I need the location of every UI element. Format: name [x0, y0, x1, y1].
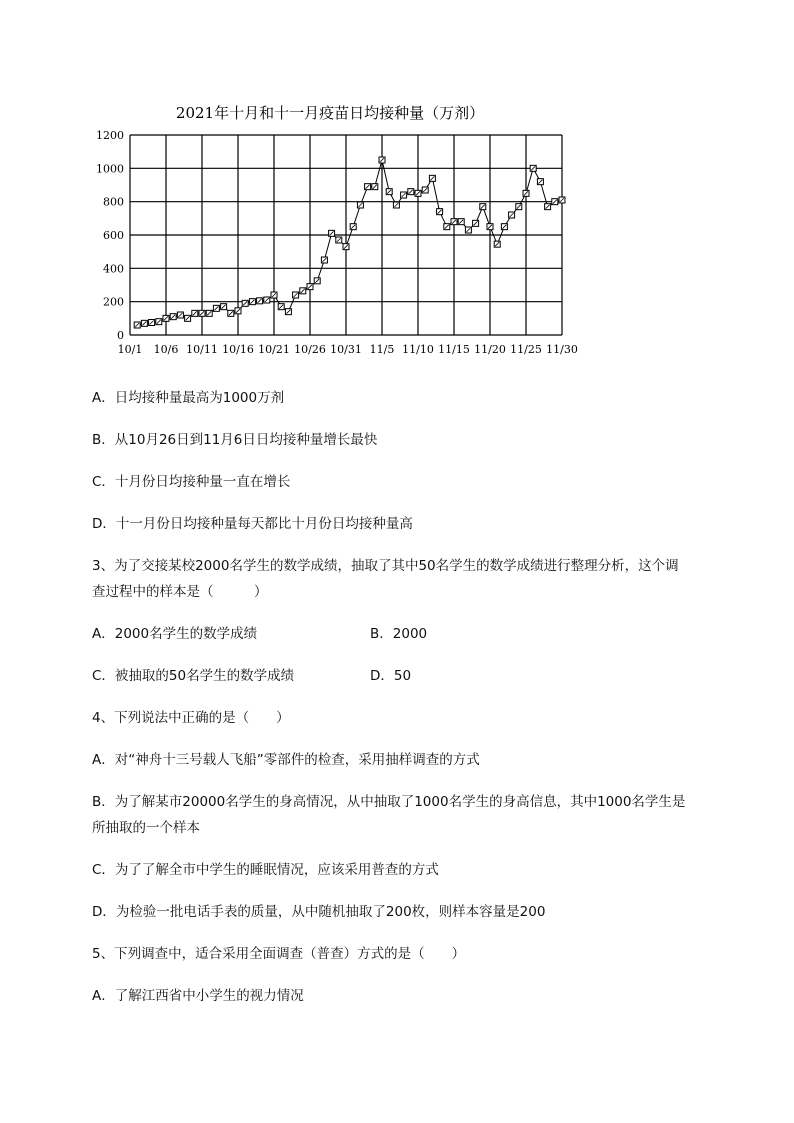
x-tick-label: 11/20	[474, 343, 506, 356]
y-tick-label: 400	[103, 262, 124, 276]
x-tick-label: 10/11	[186, 343, 218, 356]
x-tick-label: 11/15	[438, 343, 470, 356]
option-a-q2: A．日均接种量最高为1000万剂	[92, 390, 285, 406]
y-tick-label: 1000	[96, 162, 124, 176]
y-tick-label: 600	[103, 229, 124, 242]
x-tick-label: 11/5	[369, 343, 395, 356]
option-b-q2: B．从10月26日到11月6日日均接种量增长最快	[92, 432, 378, 448]
option-c-q4: C．为了了解全市中学生的睡眠情况，应该采用普查的方式	[92, 862, 439, 878]
option-a-q3: A．2000名学生的数学成绩	[92, 626, 258, 642]
option-b-q4-line-2: 所抽取的一个样本	[92, 820, 200, 836]
question-5: 5、下列调查中，适合采用全面调查（普查）方式的是（ ）	[92, 946, 466, 962]
option-b-q3: B．2000	[370, 626, 428, 642]
option-a-q5: A．了解江西省中小学生的视力情况	[92, 988, 304, 1004]
question-3-line-1: 3、为了交接某校2000名学生的数学成绩，抽取了其中50名学生的数学成绩进行整理分析，这个调	[92, 558, 679, 574]
x-tick-label: 11/25	[510, 343, 542, 356]
x-tick-label: 11/10	[402, 343, 434, 356]
option-d-q2: D．十一月份日均接种量每天都比十月份日均接种量高	[92, 516, 413, 532]
chart-title: 2021年十月和十一月疫苗日均接种量（万剂）	[175, 104, 485, 122]
option-a-q4: A．对“神舟十三号载人飞船”零部件的检查，采用抽样调查的方式	[92, 752, 480, 768]
x-tick-label: 10/21	[258, 343, 290, 356]
x-tick-label: 10/26	[294, 343, 326, 356]
y-tick-label: 200	[103, 295, 124, 309]
x-tick-label: 10/6	[153, 343, 179, 356]
y-tick-label: 800	[103, 195, 124, 209]
question-3-line-2: 查过程中的样本是（ ）	[92, 584, 268, 600]
option-c-q2: C．十月份日均接种量一直在增长	[92, 474, 291, 490]
y-tick-label: 1200	[96, 129, 124, 142]
chart-plot	[95, 102, 595, 362]
question-4: 4、下列说法中正确的是（ ）	[92, 710, 290, 726]
option-b-q4-line-1: B．为了解某市20000名学生的身高情况，从中抽取了1000名学生的身高信息，其中1000名学生是	[92, 794, 686, 810]
option-d-q3: D．50	[370, 668, 412, 684]
x-tick-label: 10/16	[222, 343, 254, 356]
y-tick-label: 0	[117, 329, 124, 342]
x-tick-label: 11/30	[546, 343, 578, 356]
option-c-q3: C．被抽取的50名学生的数学成绩	[92, 668, 295, 684]
x-tick-label: 10/1	[117, 343, 143, 356]
vaccination-chart	[95, 102, 595, 362]
x-tick-label: 10/31	[330, 343, 362, 356]
option-d-q4: D．为检验一批电话手表的质量，从中随机抽取了200枚，则样本容量是200	[92, 904, 546, 920]
